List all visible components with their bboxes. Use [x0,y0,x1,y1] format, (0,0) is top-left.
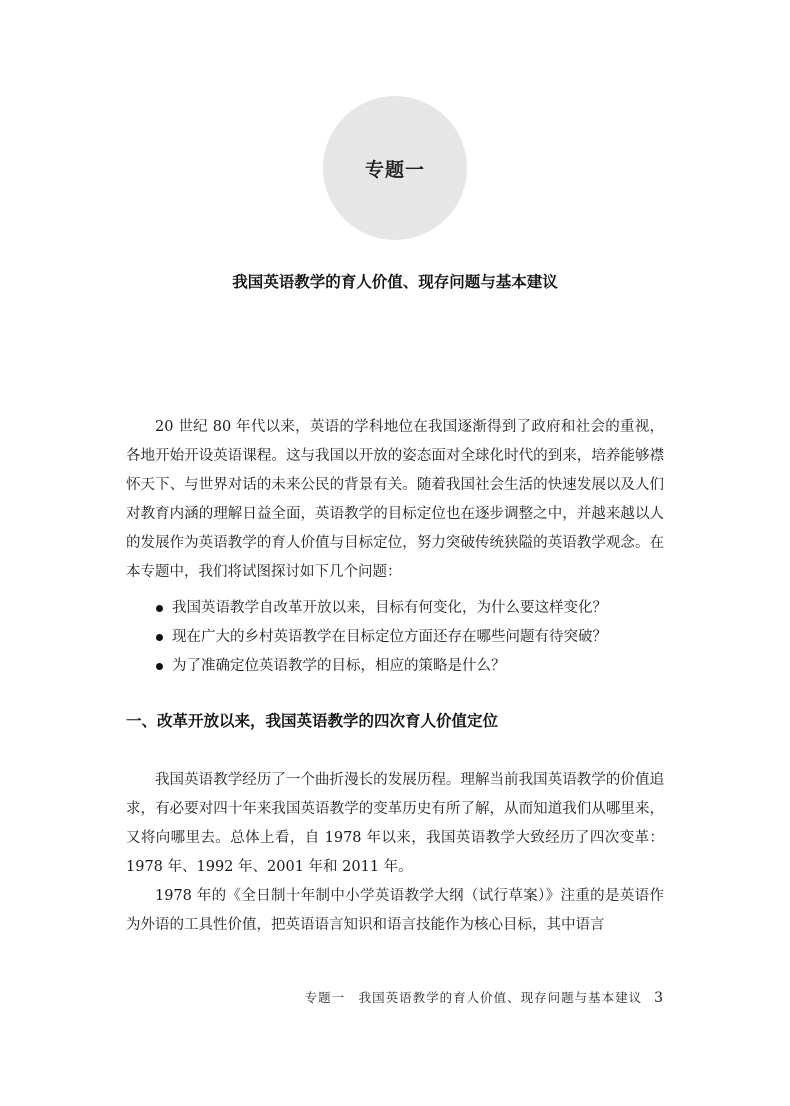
page-number: 3 [654,990,664,1006]
question-text: 我国英语教学自改革开放以来，目标有何变化，为什么要这样变化？ [172,600,607,616]
chapter-badge [323,96,467,240]
question-item [156,652,666,681]
chapter-label: 专题一 [364,158,425,181]
question-text: 现在广大的乡村英语教学在目标定位方面还存在哪些问题有待突破？ [172,629,607,645]
running-title: 专题一 我国英语教学的育人价值、现存问题与基本建议 [304,990,643,1005]
section-paragraph: 我国英语教学经历了一个曲折漫长的发展历程。理解当前我国英语教学的价值追求，有必要对四十年来我国英语教学的变革历史有所了解，从而知道我们从哪里来，又将向哪里去。总体上看，自 1978 年以来，我国英语教学大致经历了四次变革：1978 年、1992 年、2001 年和 2011 年。 [126,772,664,875]
bullet-icon [156,663,163,670]
bullet-icon [156,605,163,612]
question-item [156,623,666,652]
intro-paragraph: 20 世纪 80 年代以来，英语的学科地位在我国逐渐得到了政府和社会的重视，各地开始开设英语课程。这与我国以开放的姿态面对全球化时代的到来，培养能够襟怀天下、与世界对话的未来公民的背景有关。随着我国社会生活的快速发展以及人们对教育内涵的理解日益全面，英语教学的目标定位也在逐步调整之中，并越来越以人的发展作为英语教学的育人价值与目标定位，努力突破传统狭隘的英语教学观念。在本专题中，我们将试图探讨如下几个问题： [126,419,664,580]
section-heading: 一、改革开放以来，我国英语教学的四次育人价值定位 [126,712,499,730]
bullet-icon [156,634,163,641]
question-list [156,594,666,681]
chapter-title: 我国英语教学的育人价值、现存问题与基本建议 [232,273,558,291]
question-text: 为了准确定位英语教学的目标，相应的策略是什么？ [172,658,506,674]
section-paragraph: 1978 年的《全日制十年制中小学英语教学大纲（试行草案）》注重的是英语作为外语的工具性价值，把英语语言知识和语言技能作为核心目标，其中语言 [126,888,664,933]
page-footer [305,988,664,1006]
question-item [156,594,666,623]
